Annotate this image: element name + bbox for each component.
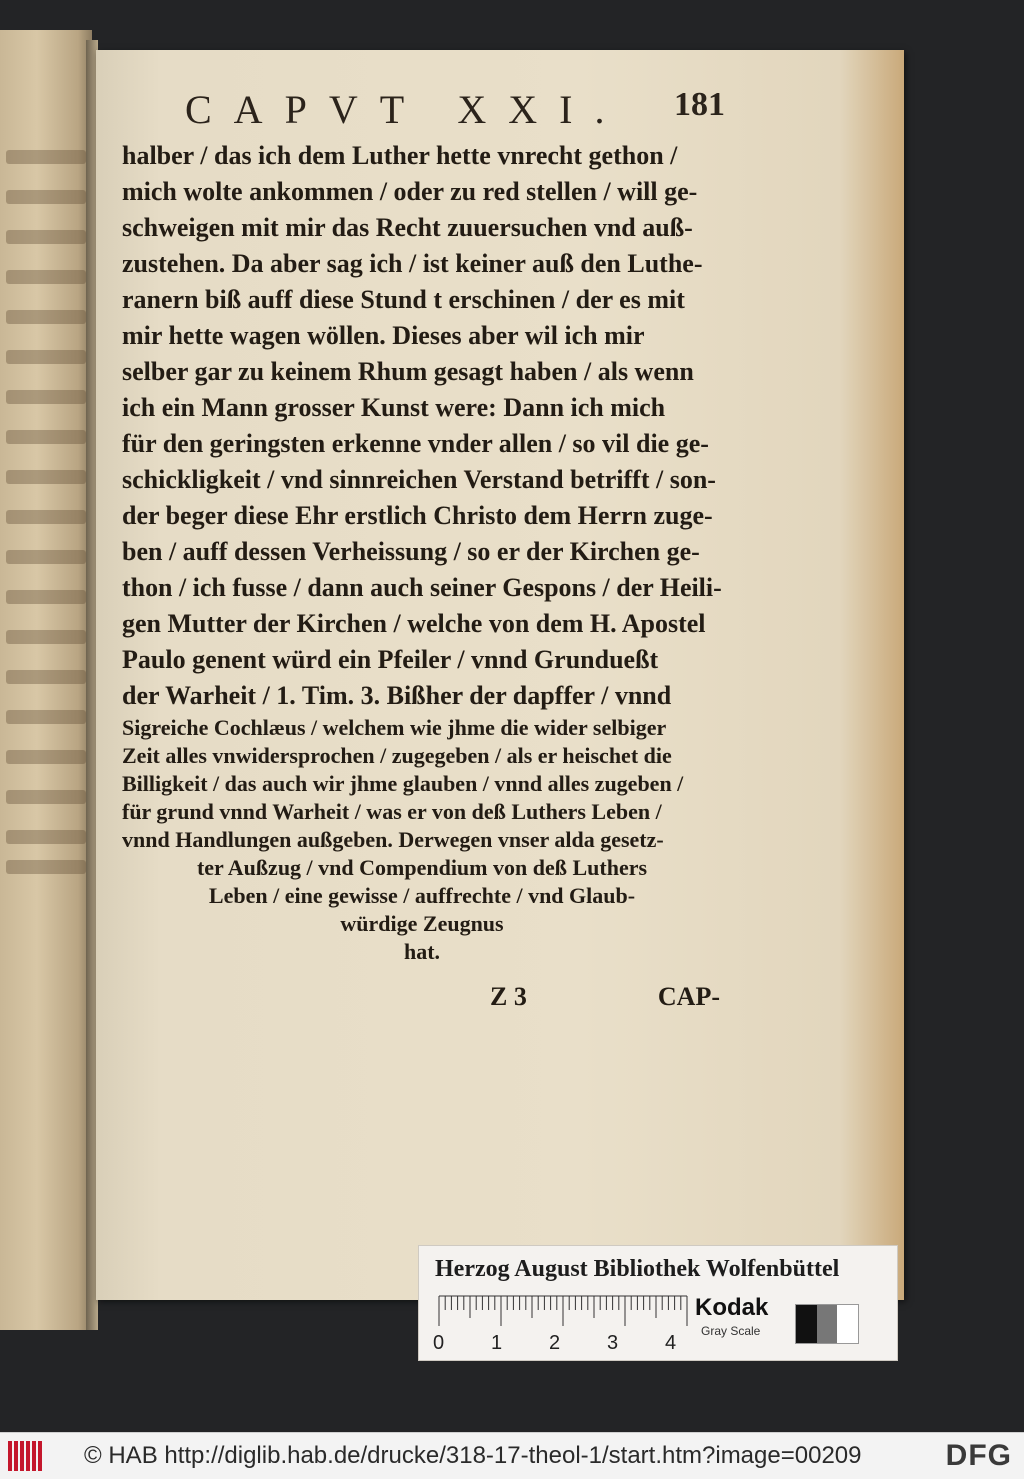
kodak-brand: Kodak [695, 1294, 769, 1321]
text-line: für den geringsten erkenne vnder allen / so vil die ge- [122, 429, 709, 458]
text-line: schickligkeit / vnd sinnreichen Verstand betrifft / son- [122, 465, 716, 494]
text-line-small: für grund vnnd Warheit / was er von deß Luthers Leben / [122, 799, 662, 824]
text-line: schweigen mit mir das Recht zuuersuchen vnd auß- [122, 213, 693, 242]
text-line: Paulo genent würd ein Pfeiler / vnnd Grundueßt [122, 645, 659, 674]
library-label-card [418, 1245, 898, 1361]
scale-number: 4 [665, 1332, 677, 1354]
page-number: 181 [674, 86, 725, 123]
scale-number: 2 [549, 1332, 561, 1354]
text-line: ranern biß auff diese Stund t erschinen / der es mit [122, 285, 685, 314]
text-line: ben / auff dessen Verheissung / so er der Kirchen ge- [122, 537, 700, 566]
text-line-closing: ter Außzug / vnd Compendium von deß Luthers [196, 855, 648, 880]
kodak-subtitle: Gray Scale [701, 1324, 761, 1338]
text-line: ich ein Mann grosser Kunst were: Dann ich mich [122, 393, 666, 422]
library-name: Herzog August Bibliothek Wolfenbüttel [435, 1256, 840, 1282]
catchword: CAP- [657, 982, 720, 1011]
text-line: der Warheit / 1. Tim. 3. Bißher der dapffer / vnnd [122, 681, 672, 710]
page-foot [480, 982, 720, 1022]
text-line-closing: Leben / eine gewisse / auffrechte / vnd Glaub- [208, 883, 636, 908]
text-line-closing: hat. [403, 939, 441, 964]
scale-number: 3 [607, 1332, 619, 1354]
text-line-small: Sigreiche Cochlæus / welchem wie jhme die wider selbiger [122, 715, 667, 740]
ruler-scale [435, 1294, 691, 1354]
hab-logo-icon [8, 1441, 50, 1471]
body-text [122, 138, 722, 966]
text-line: selber gar zu keinem Rhum gesagt haben / als wenn [122, 357, 694, 386]
signature-mark: Z 3 [490, 982, 527, 1011]
text-line: mich wolte ankommen / oder zu red stellen / will ge- [122, 177, 698, 206]
text-line-small: Zeit alles vnwidersprochen / zugegeben / als er heischet die [122, 743, 672, 768]
text-line: mir hette wagen wöllen. Dieses aber wil ich mir [122, 321, 645, 350]
text-line-small: Billigkeit / das auch wir jhme glauben / vnnd alles zugeben / [122, 771, 684, 796]
footer-bar [0, 1432, 1024, 1479]
dfg-logo: DFG [945, 1439, 1012, 1472]
text-line-small: vnnd Handlungen außgeben. Derwegen vnser alda gesetz- [122, 827, 664, 852]
text-line-closing: würdige Zeugnus [340, 911, 504, 936]
text-line: zustehen. Da aber sag ich / ist keiner auß den Luthe- [122, 249, 703, 278]
scale-number: 1 [491, 1332, 503, 1354]
text-line: thon / ich fusse / dann auch seiner Gespons / der Heili- [122, 573, 722, 602]
facing-page-fragment [0, 30, 92, 1330]
text-line: halber / das ich dem Luther hette vnrecht gethon / [122, 141, 678, 170]
page-header [125, 86, 725, 136]
text-line: gen Mutter der Kirchen / welche von dem H. Apostel [122, 609, 706, 638]
running-title: CAPVT XXI. [185, 87, 627, 132]
footer-credit-link[interactable]: © HAB http://diglib.hab.de/drucke/318-17-theol-1/start.htm?image=00209 [84, 1442, 862, 1469]
ruler-ticks [435, 1294, 691, 1330]
gray-scale-swatch [795, 1304, 859, 1344]
text-line: der beger diese Ehr erstlich Christo dem Herrn zuge- [122, 501, 713, 530]
scale-number: 0 [433, 1332, 445, 1354]
